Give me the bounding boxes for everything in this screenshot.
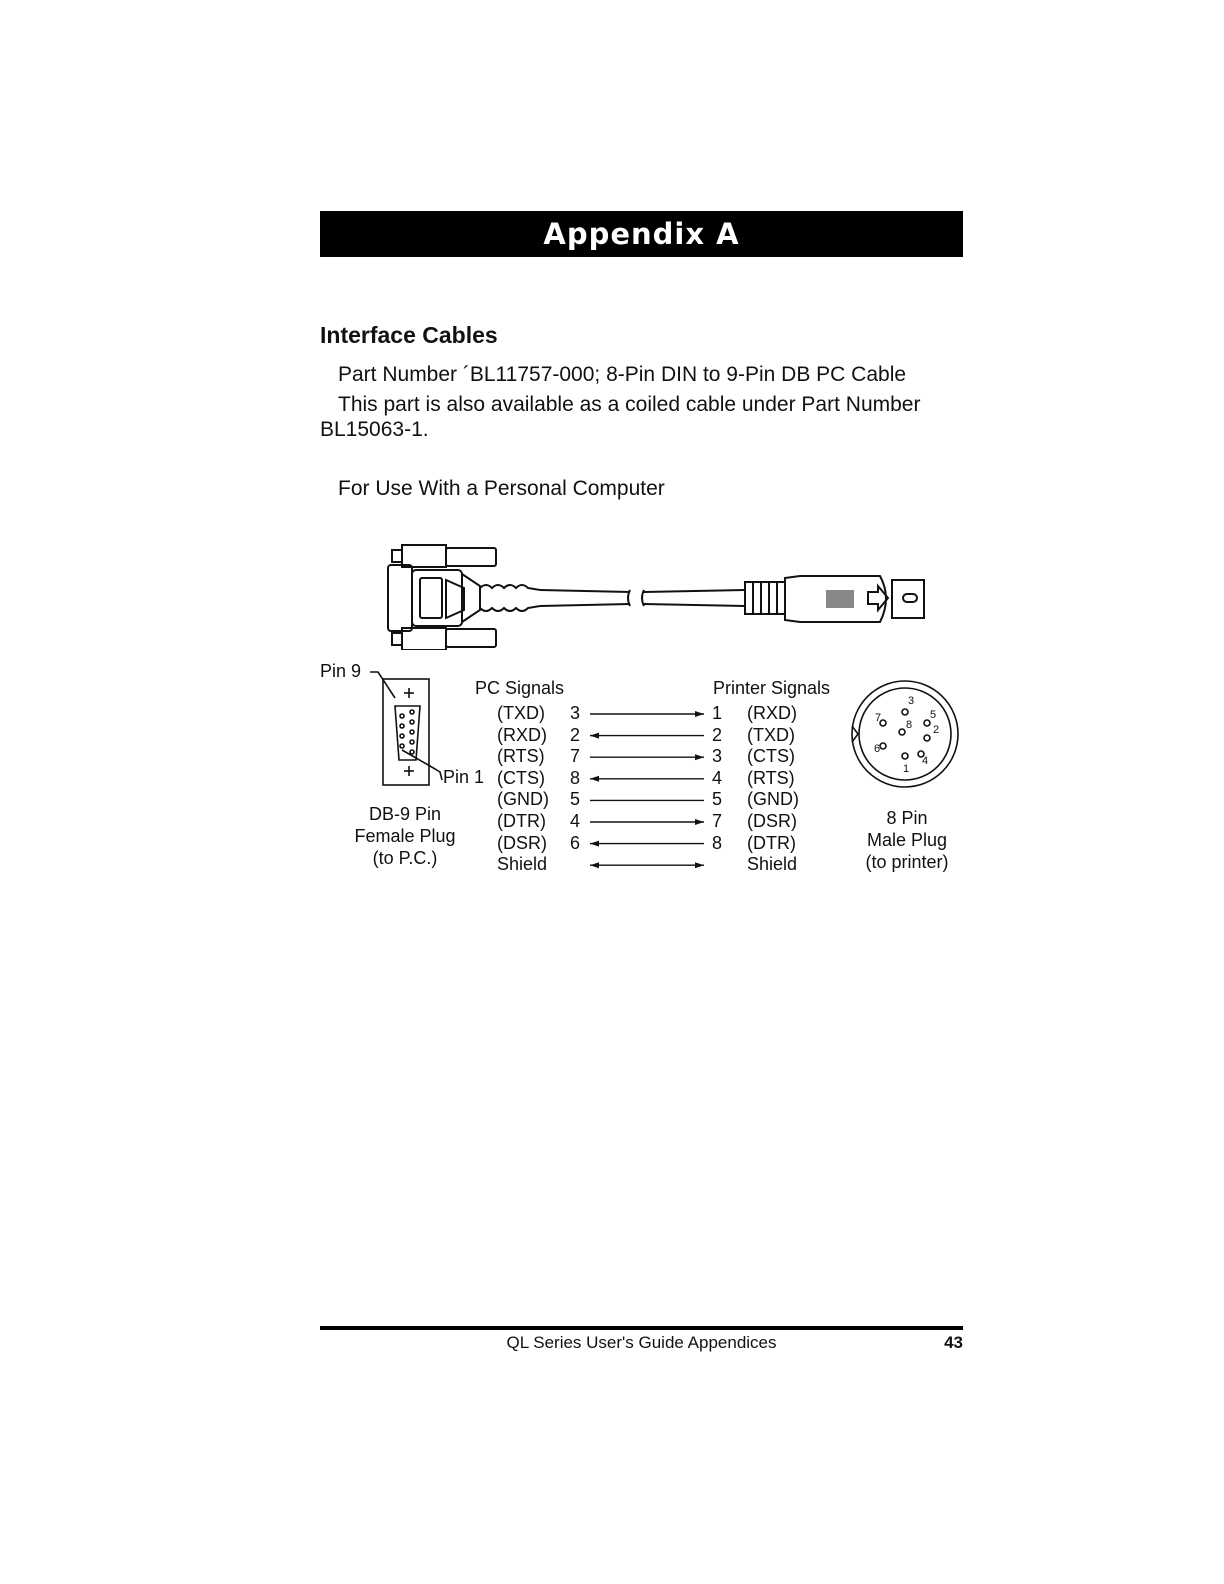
printer-pin-cell: 3	[712, 746, 723, 767]
din8-caption-line3: (to printer)	[865, 852, 949, 872]
printer-pin-cell: 5	[712, 789, 723, 810]
din8-caption-line1: 8 Pin	[886, 808, 928, 828]
printer-signal-cell: (GND)	[747, 789, 799, 810]
din-pin-number: 1	[903, 763, 910, 775]
printer-pin-cell: 4	[712, 767, 723, 788]
pc-signal-cell: (GND)	[497, 789, 549, 810]
din8-caption	[851, 807, 963, 873]
printer-pin-cell: 2	[712, 724, 723, 745]
footer-rule	[320, 1326, 963, 1330]
arrowhead	[590, 776, 599, 782]
db9-caption-line1: DB-9 Pin	[368, 804, 442, 824]
arrowhead	[695, 754, 704, 760]
printer-signal-cell: Shield	[747, 854, 798, 875]
din8-pin-face	[848, 680, 963, 790]
cable-illustration	[380, 540, 940, 650]
printer-pin-cell	[712, 854, 722, 876]
pc-signal-cell: (CTS)	[497, 767, 545, 788]
pc-pin-cell: 6	[570, 832, 581, 853]
pin1-label: Pin 1	[443, 767, 485, 787]
pc-pin-column	[570, 703, 580, 876]
pc-pin-cell: 3	[570, 703, 581, 723]
pc-pin-cell	[570, 854, 580, 876]
part-number-text: Part Number ´BL11757-000; 8-Pin DIN to 9-Pin DB PC Cable	[338, 363, 907, 386]
pc-signal-cell: (DSR)	[497, 832, 547, 853]
availability-text: This part is also available as a coiled cable under Part Number BL15063-1.	[320, 393, 921, 441]
db9-caption-line3: (to P.C.)	[372, 848, 438, 868]
arrowhead	[695, 862, 704, 868]
arrowhead	[590, 841, 599, 847]
printer-signal-cell: (DTR)	[747, 832, 796, 853]
din-pin-number: 7	[875, 712, 882, 724]
din-pin-number: 4	[922, 755, 929, 767]
pc-signal-cell: (RTS)	[497, 746, 545, 767]
arrowhead	[590, 733, 599, 739]
printer-pin-column	[712, 703, 722, 876]
pc-pin-cell: 4	[570, 810, 581, 831]
printer-signal-cell: (CTS)	[747, 746, 795, 767]
printer-pin-cell: 1	[712, 703, 723, 723]
pc-signal-cell: (TXD)	[497, 703, 545, 723]
pc-signal-cell: (RXD)	[497, 724, 547, 745]
page-number: 43	[944, 1333, 963, 1352]
din8-caption-line2: Male Plug	[866, 830, 948, 850]
printer-signal-cell: (TXD)	[747, 724, 795, 745]
arrowhead	[590, 862, 599, 868]
pc-pin-cell: 5	[570, 789, 581, 810]
din-pin-number: 3	[908, 695, 915, 707]
din-pin-number: 6	[874, 743, 881, 755]
db9-caption-line2: Female Plug	[354, 826, 456, 846]
signal-arrows	[580, 700, 710, 880]
pc-signal-cell: (DTR)	[497, 810, 546, 831]
printer-signal-cell: (DSR)	[747, 810, 797, 831]
printer-signal-cell: (RTS)	[747, 767, 795, 788]
appendix-banner: Appendix A	[320, 211, 963, 257]
printer-signal-column	[747, 703, 799, 876]
printer-signal-cell: (RXD)	[747, 703, 797, 723]
footer-text: QL Series User's Guide Appendices	[506, 1333, 777, 1352]
section-title: Interface Cables	[320, 322, 498, 348]
pc-pin-cell: 8	[570, 767, 581, 788]
usage-text: For Use With a Personal Computer	[338, 477, 665, 500]
printer-pin-cell: 7	[712, 810, 723, 831]
arrowhead	[695, 711, 704, 717]
pc-signal-column	[497, 703, 549, 876]
printer-pin-cell: 8	[712, 832, 723, 853]
din-pin-number: 2	[933, 724, 940, 736]
db9-caption	[340, 803, 470, 869]
printer-signals-header: Printer Signals	[713, 678, 831, 698]
pc-pin-cell: 2	[570, 724, 581, 745]
pc-signals-header: PC Signals	[475, 678, 565, 698]
din-pin-number: 5	[930, 709, 937, 721]
pin9-label: Pin 9	[320, 661, 362, 681]
din-pin-number: 8	[906, 719, 913, 731]
arrowhead	[695, 819, 704, 825]
pc-pin-cell: 7	[570, 746, 581, 767]
pc-signal-cell: Shield	[497, 854, 548, 875]
